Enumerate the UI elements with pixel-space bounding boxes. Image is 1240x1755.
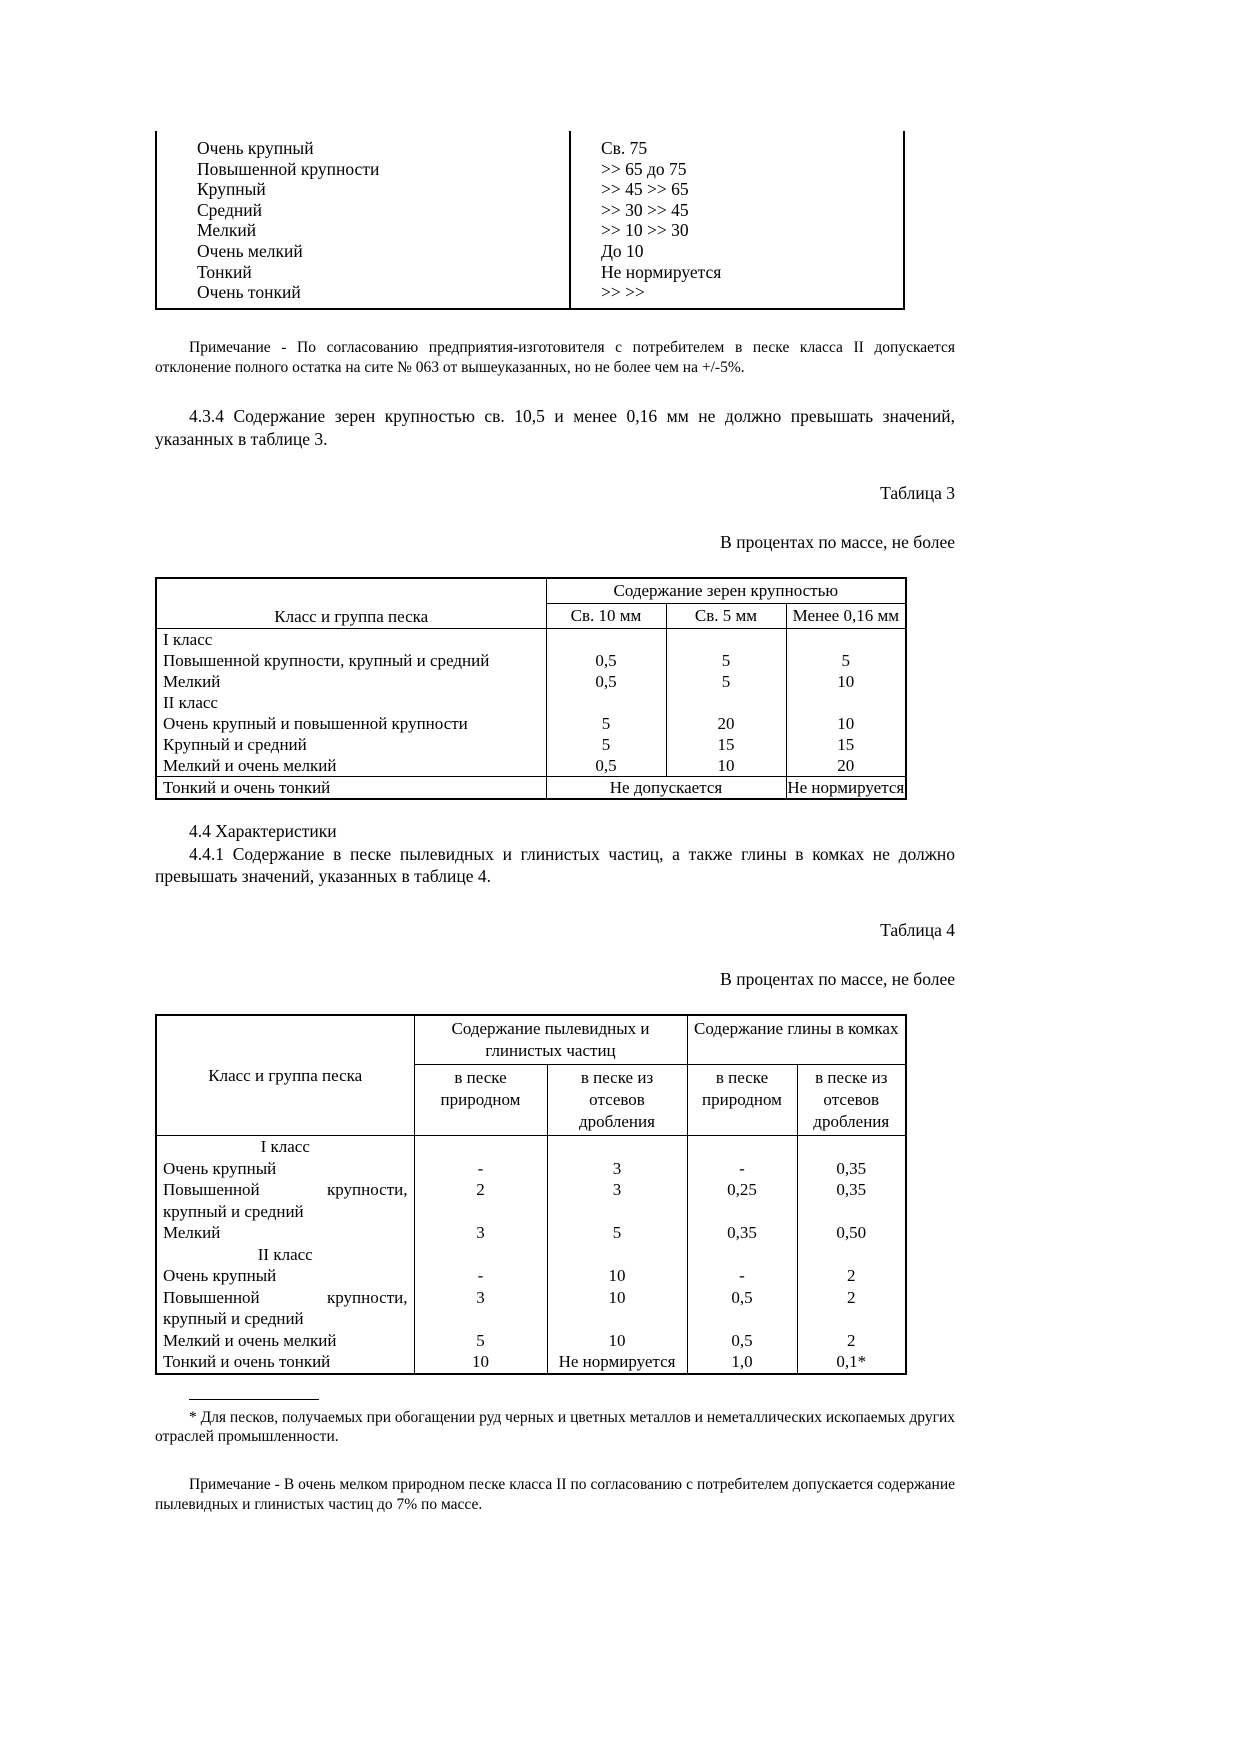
table-row: [156, 628, 906, 650]
row-value: 15: [786, 734, 906, 755]
row-value: -: [687, 1158, 797, 1180]
row-value: [797, 1244, 906, 1266]
row-value: 0,5: [687, 1287, 797, 1330]
column-header-dust-clay-content: Содержание пылевидных и глинистых частиц: [414, 1015, 687, 1065]
table-row: [156, 159, 904, 180]
row-value: [786, 692, 906, 713]
clause-4-4: 4.4 Характеристики: [189, 820, 337, 841]
row-value: [546, 628, 666, 650]
row-value: [797, 1136, 906, 1158]
row-label-part-left: Повышенной: [163, 1287, 260, 1307]
sand-group-label: Очень крупный: [156, 131, 570, 159]
table-3: [155, 577, 907, 800]
sand-group-label: Очень тонкий: [156, 282, 570, 309]
row-value: [414, 1136, 547, 1158]
row-label: [156, 1287, 414, 1330]
row-value: 0,5: [546, 671, 666, 692]
note-under-table-4: Примечание - В очень мелком природном песке класса II по согласованию с потребителем допускается содержание пылевидных и глинистых частиц до 7% по массе.: [155, 1476, 955, 1514]
row-label: Мелкий: [156, 671, 546, 692]
row-value: 2: [797, 1330, 906, 1352]
row-value: -: [414, 1158, 547, 1180]
row-label: II класс: [156, 1244, 414, 1266]
table-3-units: В процентах по массе, не более: [720, 531, 955, 552]
row-value: 0,5: [687, 1330, 797, 1352]
row-value: 10: [547, 1287, 687, 1330]
row-value: 10: [786, 671, 906, 692]
sand-group-value: >> 10 >> 30: [601, 220, 689, 241]
row-value: 10: [547, 1330, 687, 1352]
table-row: [156, 262, 904, 283]
row-value: 0,50: [797, 1222, 906, 1244]
row-value: 5: [547, 1222, 687, 1244]
row-value: -: [414, 1265, 547, 1287]
row-label: II класс: [156, 692, 546, 713]
column-header-crushing-screenings-dust: в песке из отсевов дробления: [547, 1065, 687, 1136]
row-value: 10: [547, 1265, 687, 1287]
row-label: Тонкий и очень тонкий: [156, 776, 546, 799]
row-value: 0,5: [546, 755, 666, 777]
row-value: 2: [414, 1179, 547, 1222]
sand-group-value: >> 45 >> 65: [601, 179, 689, 200]
row-value: [666, 692, 786, 713]
row-value: 10: [786, 713, 906, 734]
column-header-class-group: Класс и группа песка: [156, 1015, 414, 1136]
table-3-caption: Таблица 3: [880, 482, 955, 503]
column-header-under-016mm: Менее 0,16 мм: [786, 603, 906, 628]
row-value: [547, 1136, 687, 1158]
row-value: 5: [546, 713, 666, 734]
row-value: 2: [797, 1265, 906, 1287]
row-label-part-right: крупности,: [327, 1180, 408, 1200]
footnote-asterisk: * Для песков, получаемых при обогащении руд черных и цветных металлов и неметаллических ископаемых других отраслей промышленности.: [155, 1408, 956, 1446]
sand-group-label: Средний: [156, 200, 570, 221]
row-label: Очень крупный и повышенной крупности: [156, 713, 546, 734]
row-value: 20: [786, 755, 906, 777]
row-value: Не нормируется: [787, 777, 905, 797]
table-row: [156, 1222, 906, 1244]
row-value: 0,1*: [797, 1351, 906, 1374]
row-value: -: [687, 1265, 797, 1287]
note-under-table-2: Примечание - По согласованию предприятия-изготовителя с потребителем в песке класса II допускается отклонение полного остатка на сите № 063 от вышеуказанных, но не более чем на +/-5%.: [155, 338, 955, 376]
row-value: 5: [546, 734, 666, 755]
row-value: 0,5: [546, 650, 666, 671]
row-label: I класс: [156, 628, 546, 650]
row-value: [546, 692, 666, 713]
row-value: [687, 1136, 797, 1158]
table-row: [156, 650, 906, 671]
row-value: 10: [414, 1351, 547, 1374]
row-value: 5: [666, 671, 786, 692]
table-2-continued: [155, 131, 905, 310]
row-value: 3: [414, 1287, 547, 1330]
row-value: 0,35: [797, 1179, 906, 1222]
row-value: 1,0: [687, 1351, 797, 1374]
column-header-over-5mm: Св. 5 мм: [666, 603, 786, 628]
sand-group-label: Повышенной крупности: [156, 159, 570, 180]
row-value: 5: [414, 1330, 547, 1352]
table-row: [156, 734, 906, 755]
row-value: 3: [547, 1158, 687, 1180]
sand-group-label: Тонкий: [156, 262, 570, 283]
table-row: [156, 1244, 906, 1266]
row-label-part-left: Повышенной: [163, 1180, 260, 1200]
sand-group-value: Не нормируется: [601, 261, 722, 282]
row-value: 0,25: [687, 1179, 797, 1222]
row-label-line-1: [163, 1179, 408, 1201]
document-page: [155, 0, 955, 1515]
table-row: [156, 1351, 906, 1374]
column-header-grain-content: Содержание зерен крупностью: [546, 578, 906, 604]
table-row: [156, 1265, 906, 1287]
row-value: 5: [786, 650, 906, 671]
sand-group-value: До 10: [601, 240, 644, 261]
table-row: [156, 1136, 906, 1158]
table-row: [156, 179, 904, 200]
row-value: [687, 1244, 797, 1266]
table-row: [156, 755, 906, 777]
table-header-row: [156, 1015, 906, 1065]
clause-4-4-1: 4.4.1 Содержание в песке пылевидных и глинистых частиц, а также глины в комках не должно превышать значений, указанных в таблице 4.: [155, 843, 955, 887]
row-value: [666, 628, 786, 650]
column-header-clay-lumps-content: Содержание глины в комках: [687, 1015, 906, 1065]
table-row: [156, 1330, 906, 1352]
row-value: 2: [797, 1287, 906, 1330]
row-value: 3: [547, 1179, 687, 1222]
table-row: [156, 200, 904, 221]
table-row: [156, 671, 906, 692]
row-value: 20: [666, 713, 786, 734]
row-value: 0,35: [687, 1222, 797, 1244]
row-label-part-right: крупности,: [327, 1287, 408, 1307]
row-value: [786, 628, 906, 650]
column-header-class-group: [156, 578, 546, 629]
row-label: Мелкий и очень мелкий: [156, 1330, 414, 1352]
row-label: Крупный и средний: [156, 734, 546, 755]
table-4-units: В процентах по массе, не более: [720, 969, 955, 990]
row-label-line-1: [163, 1287, 408, 1309]
row-label-line-2: крупный и средний: [163, 1309, 304, 1329]
table-4-caption: Таблица 4: [880, 920, 955, 941]
sand-group-label: Очень мелкий: [156, 241, 570, 262]
table-row: [156, 220, 904, 241]
table-row: [156, 713, 906, 734]
table-row: [156, 241, 904, 262]
column-header-over-10mm: Св. 10 мм: [546, 603, 666, 628]
row-value: Не нормируется: [547, 1351, 687, 1374]
table-row: [156, 1179, 906, 1222]
row-label: [156, 1179, 414, 1222]
table-row: [156, 282, 904, 309]
table-row: [156, 692, 906, 713]
sand-group-value: >> >>: [601, 282, 645, 303]
row-value: 10: [666, 755, 786, 777]
sand-group-value: >> 30 >> 45: [601, 199, 689, 220]
row-value: [414, 1244, 547, 1266]
row-label: Очень крупный: [156, 1158, 414, 1180]
row-value: 5: [666, 650, 786, 671]
sand-group-value: Св. 75: [601, 138, 648, 158]
column-header-natural-sand-dust: в песке природном: [414, 1065, 547, 1136]
table-row: [156, 776, 906, 799]
row-value: 3: [414, 1222, 547, 1244]
table-row: [156, 131, 904, 159]
column-header-class-group-label: Класс и группа песка: [274, 606, 429, 626]
sand-group-value: >> 65 до 75: [601, 158, 687, 179]
row-label-line-2: крупный и средний: [163, 1201, 304, 1221]
table-header-row: [156, 578, 906, 604]
row-label: Мелкий: [156, 1222, 414, 1244]
row-value: 15: [666, 734, 786, 755]
sand-group-label: Мелкий: [156, 220, 570, 241]
column-header-crushing-screenings-clay: в песке из отсевов дробления: [797, 1065, 906, 1136]
clause-4-3-4: 4.3.4 Содержание зерен крупностью св. 10,5 и менее 0,16 мм не должно превышать значений, указанных в таблице 3.: [155, 406, 955, 450]
row-label: Тонкий и очень тонкий: [156, 1351, 414, 1374]
sand-group-label: Крупный: [156, 179, 570, 200]
row-value: 0,35: [797, 1158, 906, 1180]
table-4: [155, 1014, 907, 1375]
table-row: [156, 1158, 906, 1180]
table-row: [156, 1287, 906, 1330]
row-label: Повышенной крупности, крупный и средний: [156, 650, 546, 671]
column-header-natural-sand-clay: в песке природном: [687, 1065, 797, 1136]
row-label: Мелкий и очень мелкий: [156, 755, 546, 777]
row-label: I класс: [156, 1136, 414, 1158]
row-value-merged: Не допускается: [546, 776, 786, 799]
row-value: [547, 1244, 687, 1266]
row-label: Очень крупный: [156, 1265, 414, 1287]
